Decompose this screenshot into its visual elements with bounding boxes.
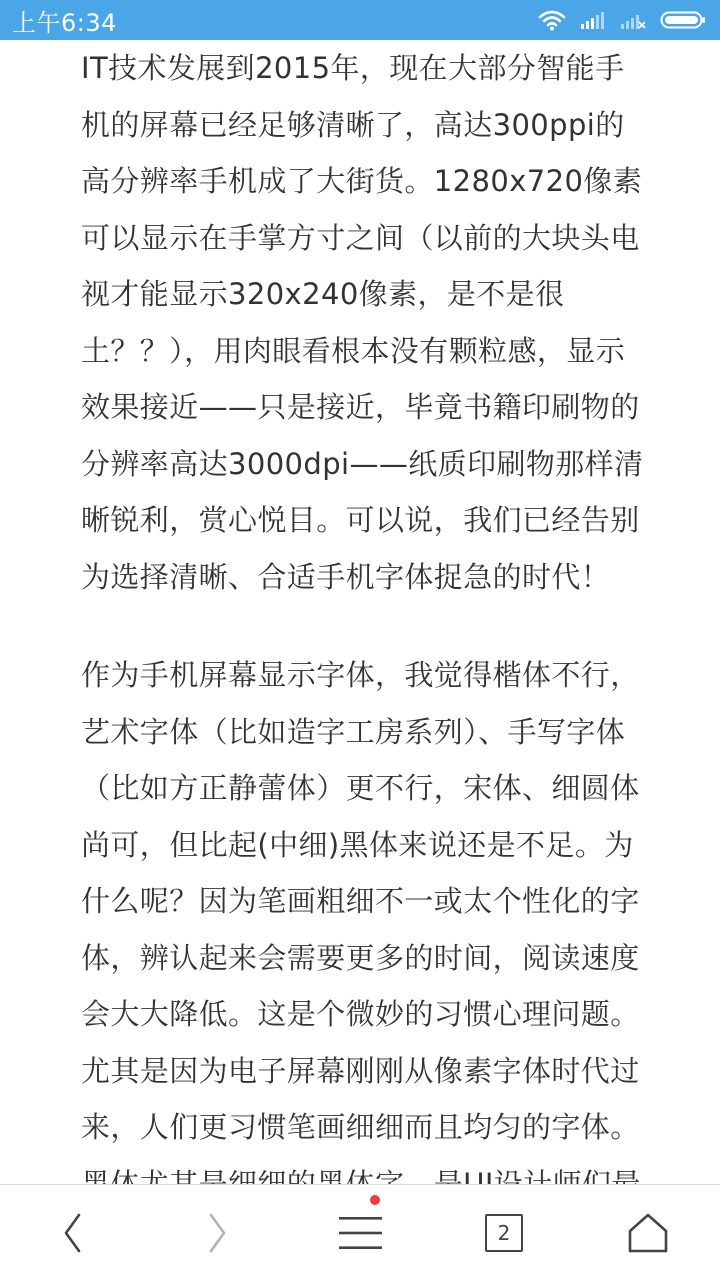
bottom-nav-bar (0, 1184, 720, 1280)
tabs-icon (485, 1214, 523, 1252)
tabs-button[interactable] (444, 1185, 564, 1281)
back-arrow-icon (61, 1212, 83, 1254)
menu-button[interactable] (301, 1185, 421, 1281)
article-content (81, 40, 646, 1269)
signal-icon (580, 10, 606, 30)
tab-count: 2 (497, 1221, 511, 1245)
article-paragraph: 作为手机屏幕显示字体，我觉得楷体不行，艺术字体（比如造字工房系列）、手写字体（比如方正静蕾体）更不行，宋体、细圆体尚可，但比起(中细)黑体来说还是不足。为什么呢？因为笔画粗细不一或太个性化的字体，辨认起来会需要更多的时间，阅读速度会大大降低。这是个微妙的习惯心理问题。尤其是因为电子屏幕刚刚从像素字体时代过来，人们更习惯笔画细细而且均匀的字体。 (81, 658, 640, 1144)
article-paragraph: IT技术发展到2015年，现在大部分智能手机的屏幕已经足够清晰了，高达300ppi的高分辨率手机成了大街货。1280x720像素可以显示在手掌方寸之间（以前的大块头电视才能显示320x240像素，是不是很土？？），用肉眼看根本没有颗粒感，显示效果接近——只是接近，毕竟书籍印刷物的分辨率高达3000dpi——纸质印刷物那样清晰锐利，赏心悦目。可以说，我们已经告别为选择清晰、合适手机字体捉急的时代！ (81, 51, 644, 594)
forward-arrow-icon (207, 1212, 229, 1254)
home-icon (627, 1212, 669, 1254)
battery-icon (660, 10, 706, 30)
signal-no-service-icon (620, 10, 646, 30)
status-icons (538, 9, 706, 31)
status-bar (0, 0, 720, 40)
menu-icon (338, 1213, 384, 1253)
wifi-icon (538, 9, 566, 31)
back-button[interactable] (12, 1185, 132, 1281)
status-time: 上午6:34 (12, 8, 117, 37)
notification-dot (370, 1195, 380, 1205)
forward-button[interactable] (158, 1185, 278, 1281)
home-button[interactable] (588, 1185, 708, 1281)
